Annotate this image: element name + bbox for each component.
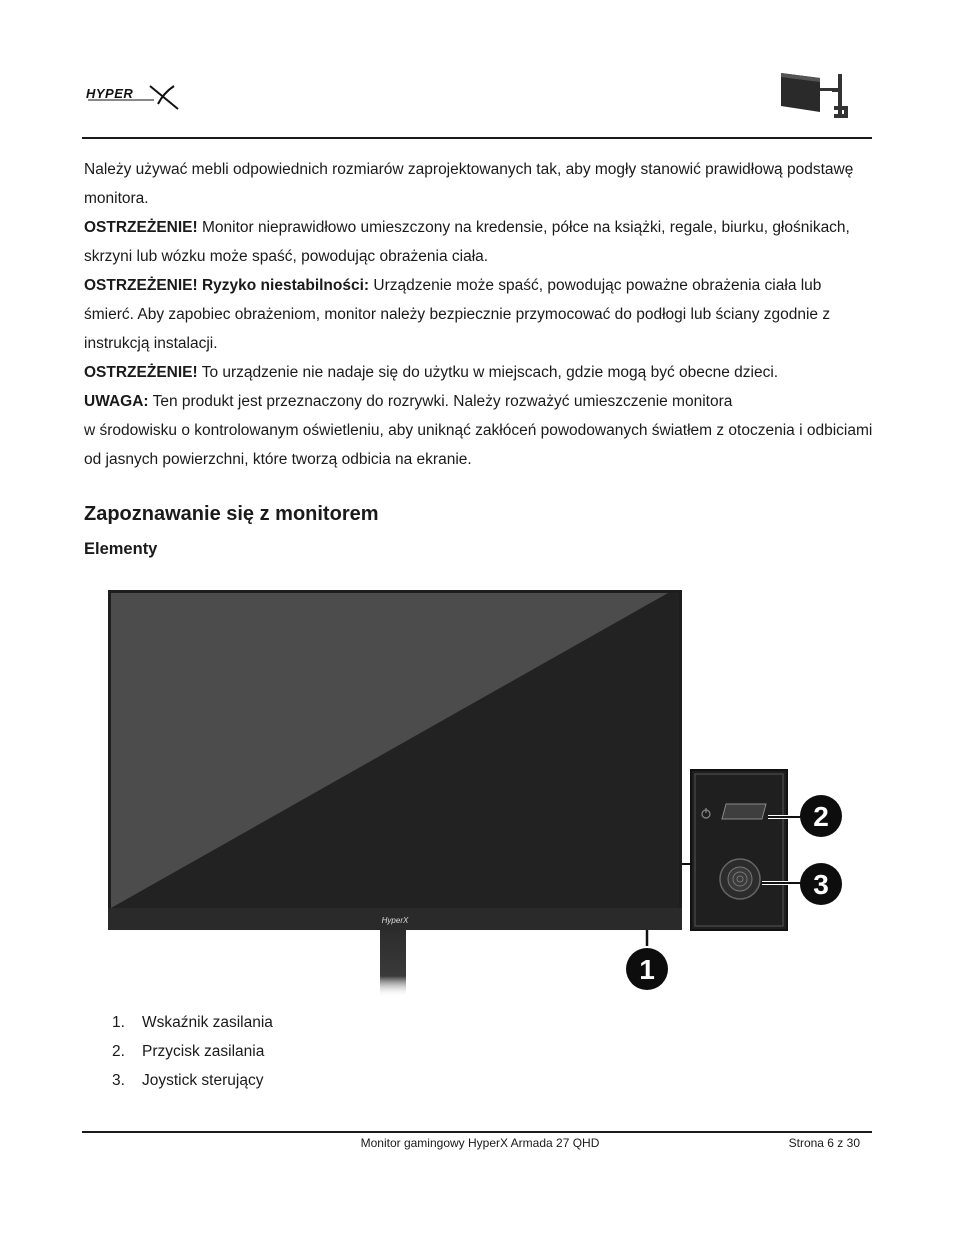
note-text-continued: w środowisku o kontrolowanym oświetleniu, aby uniknąć zakłóceń powodowanych światłem z otoczenia i odbiciami od jasnych powierzchni, które tworzą odbicia na ekranie. [84,422,873,468]
list-item [112,1037,273,1066]
footer-divider [82,1131,872,1133]
warning-placement [84,213,874,271]
safety-text [84,155,874,474]
bezel-logo: HyperX [381,916,409,925]
warning-instability [84,271,874,358]
paragraph-furniture: Należy używać mebli odpowiednich rozmiarów zaprojektowanych tak, aby mogły stanowić prawidłową podstawę monitora. [84,161,854,207]
monitor-stand [380,927,406,997]
warning-text: To urządzenie nie nadaje się do użytku w miejscach, gdzie mogą być obecne dzieci. [197,364,779,381]
components-list [112,1008,273,1095]
warning-text: Monitor nieprawidłowo umieszczony na kredensie, półce na książki, regale, biurku, głośnikach, skrzyni lub wózku może spaść, powodując obrażenia ciała. [84,219,850,265]
warning-label: OSTRZEŻENIE! [84,364,198,381]
warning-children [84,358,874,387]
footer-document-title: Monitor gamingowy HyperX Armada 27 QHD [360,1136,600,1150]
page-header [0,0,954,140]
warning-label: OSTRZEŻENIE! Ryzyko niestabilności: [84,277,370,294]
list-number: 1. [112,1014,125,1031]
warning-label: OSTRZEŻENIE! [84,219,198,236]
note-lighting [84,387,874,474]
list-number: 3. [112,1072,125,1089]
monitor-components-figure [100,582,860,1002]
power-button [722,804,766,819]
list-label: Joystick sterujący [142,1072,264,1089]
note-text: Ten produkt jest przeznaczony do rozrywki. Należy rozważyć umieszczenie monitora [148,393,733,410]
section-title: Zapoznawanie się z monitorem [84,503,379,525]
list-label: Przycisk zasilania [142,1043,265,1060]
subsection-title: Elementy [84,540,158,558]
list-label: Wskaźnik zasilania [142,1014,273,1031]
note-label: UWAGA: [84,393,149,410]
callout-label-1: 1 [639,954,655,985]
warning-text: Urządzenie może spaść, powodując poważne obrażenia ciała lub śmierć. Aby zapobiec obrażeniom, monitor należy bezpiecznie przymocować do podłogi lub ściany zgodnie z instrukcją instalacji. [84,277,831,352]
callout-label-2: 2 [813,801,829,832]
list-item [112,1066,273,1095]
list-item [112,1008,273,1037]
list-number: 2. [112,1043,125,1060]
hyperx-logo [84,82,180,110]
footer-page-number: Strona 6 z 30 [788,1136,860,1150]
monitor-arm-icon [778,70,854,124]
controls-inset [691,770,787,930]
header-divider [82,137,872,139]
svg-text:HYPER: HYPER [86,86,134,101]
callout-label-3: 3 [813,869,829,900]
